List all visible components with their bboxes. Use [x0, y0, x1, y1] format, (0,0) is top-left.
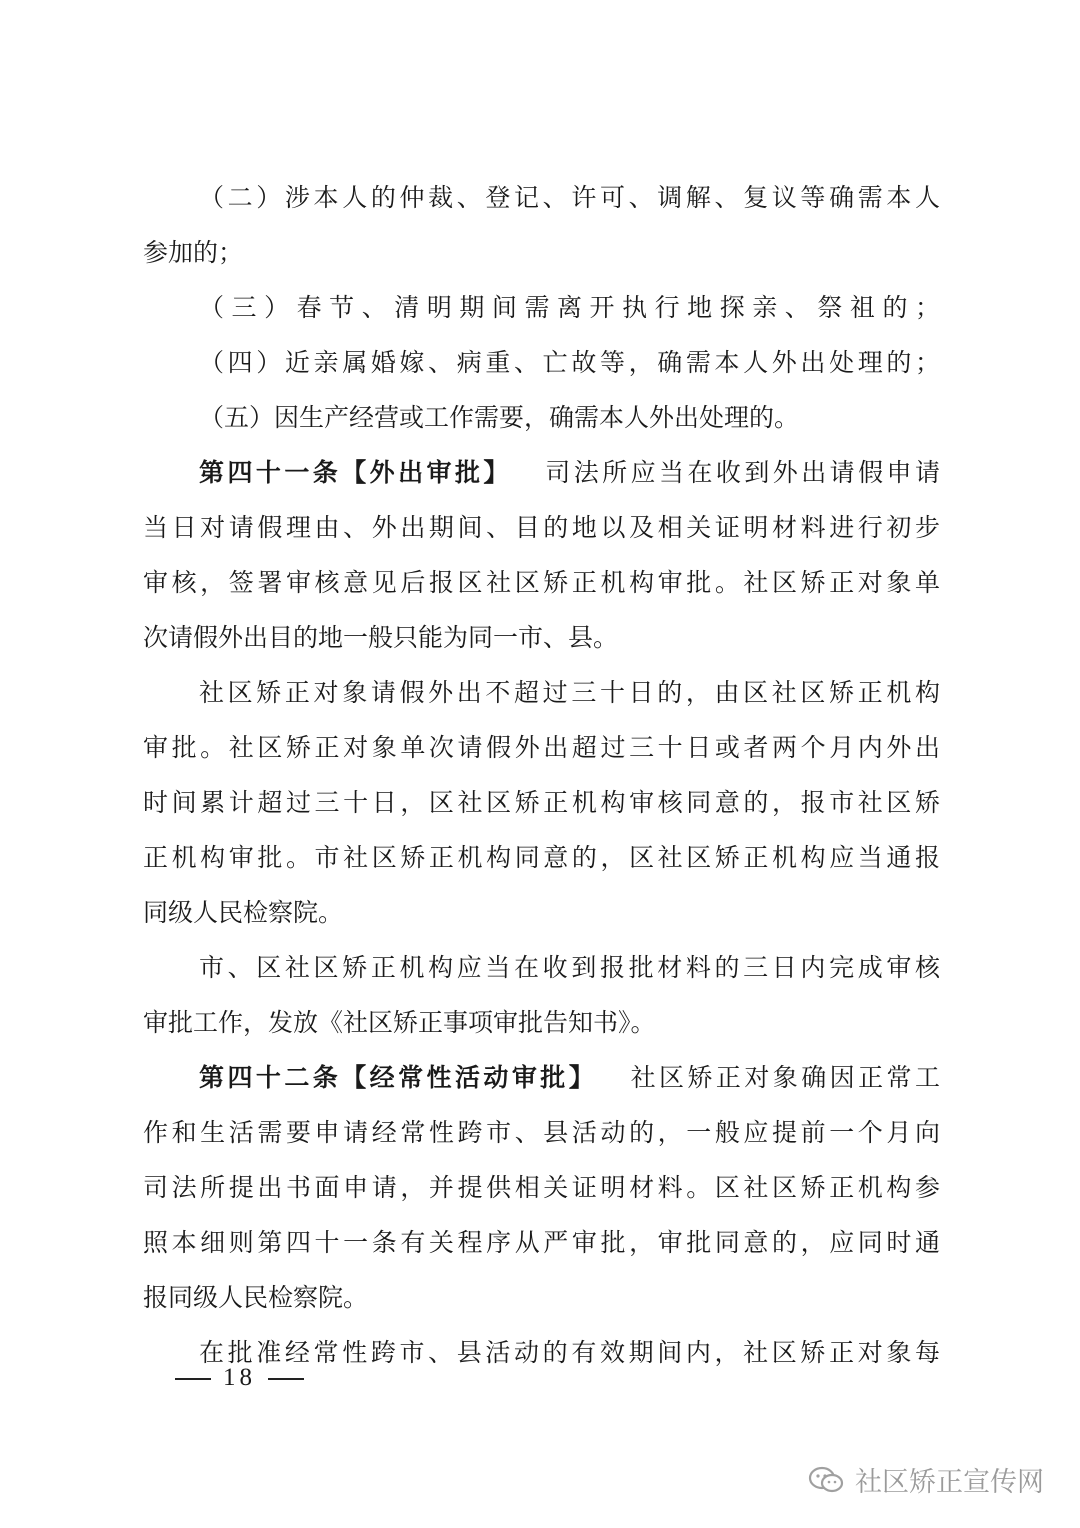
text-line: 参加的； — [143, 238, 244, 267]
text-line: 审批。社区矫正对象单次请假外出超过三十日或者两个月内外出 — [143, 733, 940, 762]
watermark-text: 社区矫正宣传网 — [855, 1467, 1044, 1498]
text-line: 审批工作，发放《社区矫正事项审批告知书》。 — [143, 1008, 656, 1037]
text-line: 同级人民检察院。 — [143, 898, 344, 927]
text-span: 司法所应当在收到外出请假申请 — [541, 458, 940, 487]
article-41-heading: 第四十一条【外出审批】 — [199, 458, 512, 487]
text-line: 当日对请假理由、外出期间、目的地以及相关证明材料进行初步 — [143, 513, 940, 542]
text-line: 报同级人民检察院。 — [143, 1283, 369, 1312]
text-line: 作和生活需要申请经常性跨市、县活动的，一般应提前一个月向 — [143, 1118, 940, 1147]
text-line: 次请假外出目的地一般只能为同一市、县。 — [143, 623, 619, 652]
wechat-icon — [807, 1465, 845, 1495]
article-41-first-line — [143, 445, 940, 500]
article-42-heading: 第四十二条【经常性活动审批】 — [199, 1063, 598, 1092]
watermark — [807, 1460, 1044, 1499]
text-line: 审核，签署审核意见后报区社区矫正机构审批。社区矫正对象单 — [143, 568, 940, 597]
text-line: 正机构审批。市社区矫正机构同意的，区社区矫正机构应当通报 — [143, 843, 940, 872]
text-line: 时间累计超过三十日，区社区矫正机构审核同意的，报市社区矫 — [143, 788, 940, 817]
text-line: 社区矫正对象请假外出不超过三十日的，由区社区矫正机构 — [199, 678, 940, 707]
text-line: （四）近亲属婚嫁、病重、亡故等，确需本人外出处理的； — [199, 348, 940, 377]
page-number — [163, 1358, 316, 1398]
dash — [175, 1378, 211, 1380]
text-line: 照本细则第四十一条有关程序从严审批，审批同意的，应同时通 — [143, 1228, 940, 1257]
dash — [268, 1378, 304, 1380]
text-line: 司法所提出书面申请，并提供相关证明材料。区社区矫正机构参 — [143, 1173, 940, 1202]
page-number-value: 18 — [223, 1364, 256, 1391]
document-body — [143, 170, 940, 1380]
text-line: （五）因生产经营或工作需要，确需本人外出处理的。 — [199, 403, 800, 432]
text-line: 在批准经常性跨市、县活动的有效期间内，社区矫正对象每 — [199, 1338, 940, 1367]
article-42-first-line — [143, 1050, 940, 1105]
text-line: （三）春节、清明期间需离开执行地探亲、祭祖的； — [199, 293, 940, 322]
text-span: 社区矫正对象确因正常工 — [627, 1063, 940, 1092]
text-line: （二）涉本人的仲裁、登记、许可、调解、复议等确需本人 — [199, 183, 940, 212]
text-line: 市、区社区矫正机构应当在收到报批材料的三日内完成审核 — [199, 953, 940, 982]
